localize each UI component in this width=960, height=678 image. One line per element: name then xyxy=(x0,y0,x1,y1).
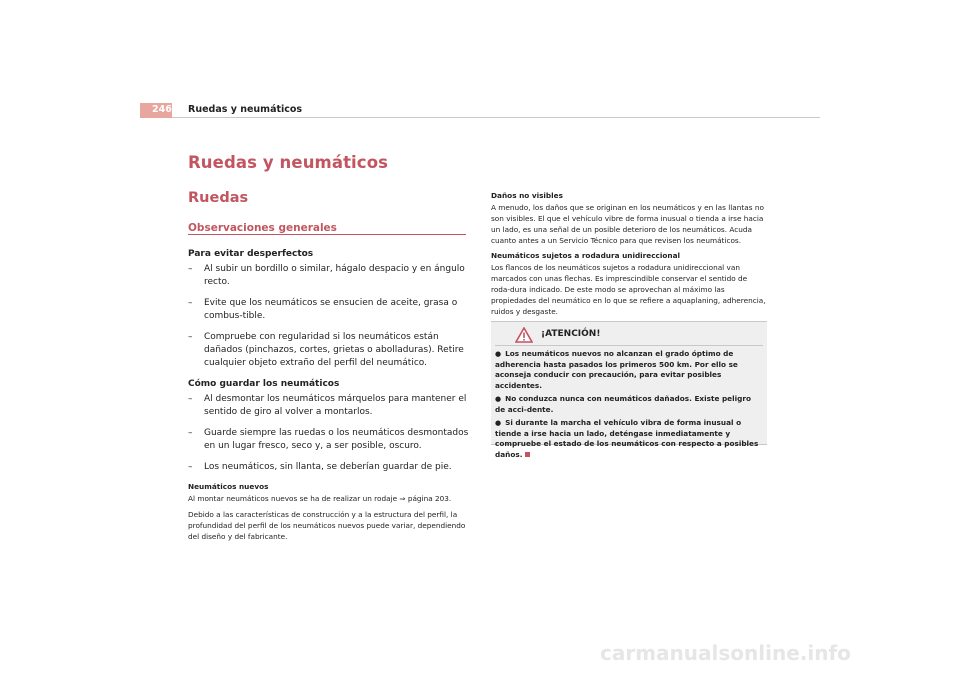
list-item: – Guarde siempre las ruedas o los neumáticos desmontados en un lugar fresco, seco y, a ser posible, oscuro. xyxy=(188,428,469,451)
left-column xyxy=(188,248,470,547)
list-item: – Evite que los neumáticos se ensucien de aceite, grasa o combus-tible. xyxy=(188,298,458,321)
subsection-title: Observaciones generales xyxy=(188,222,337,234)
storage-heading: Cómo guardar los neumáticos xyxy=(188,379,340,389)
hidden-damage-heading: Daños no visibles xyxy=(491,191,563,200)
warning-triangle-icon xyxy=(515,327,533,343)
warning-title: ¡ATENCIÓN! xyxy=(541,329,601,339)
storage-list xyxy=(188,393,470,474)
watermark: carmanualsonline.info xyxy=(600,641,851,665)
unidirectional-heading: Neumáticos sujetos a rodadura unidireccional xyxy=(491,251,681,260)
new-tyres-text-2: Debido a las características de construcción y a la estructura del perfil, la profundidad del perfil de los neumáticos nuevos puede variar, dependiendo del diseño y del fabricante. xyxy=(188,510,466,541)
warning-body xyxy=(495,349,763,463)
running-title: Ruedas y neumáticos xyxy=(188,104,303,115)
warning-box xyxy=(491,321,767,459)
warning-item: ● Si durante la marcha el vehículo vibra de forma inusual o tiende a irse hacia un lado, deténgase inmediatamente y compruebe el estado de los neumáticos con respecto a posibles daños. xyxy=(495,418,759,459)
warning-item: ● No conduzca nunca con neumáticos dañados. Existe peligro de acci-dente. xyxy=(495,394,751,414)
avoid-damage-heading: Para evitar desperfectos xyxy=(188,249,314,259)
list-item: – Al subir un bordillo o similar, hágalo despacio y en ángulo recto. xyxy=(188,264,465,287)
right-column xyxy=(491,191,767,322)
page-title: Ruedas y neumáticos xyxy=(188,153,389,172)
subsection-divider xyxy=(188,234,466,235)
header-divider xyxy=(172,117,820,118)
bullet-icon: ● xyxy=(495,395,502,403)
bullet-icon: ● xyxy=(495,419,502,427)
warning-divider xyxy=(495,345,763,346)
list-item: – Al desmontar los neumáticos márquelos para mantener el sentido de giro al volver a montarlos. xyxy=(188,394,467,417)
new-tyres-heading: Neumáticos nuevos xyxy=(188,482,269,491)
hidden-damage-text: A menudo, los daños que se originan en los neumáticos y en las llantas no son visibles. El que el vehículo vibre de forma inusual o tienda a irse hacia un lado, es una señal de un posible deterioro de los neumáticos. Acuda cuanto antes a un Servicio Técnico para que revisen los neumáticos. xyxy=(491,203,764,245)
avoid-damage-list xyxy=(188,263,470,370)
section-title: Ruedas xyxy=(188,190,249,206)
bullet-icon: ● xyxy=(495,350,502,358)
warning-item: ● Los neumáticos nuevos no alcanzan el grado óptimo de adherencia hasta pasados los primeros 500 km. Por ello se aconseja conducir con precaución, para evitar posibles accidentes. xyxy=(495,349,738,390)
new-tyres-text-1: Al montar neumáticos nuevos se ha de realizar un rodaje ⇒ página 203. xyxy=(188,494,452,503)
unidirectional-text: Los flancos de los neumáticos sujetos a rodadura unidireccional van marcados con unas flechas. Es imprescindible conservar el sentido de roda-dura indicado. De este modo se aprovechan al máximo las propiedades del neumático en lo que se refiere a aquaplaning, adherencia, ruidos y desgaste. xyxy=(491,263,766,316)
end-of-section-icon xyxy=(525,452,530,457)
list-item: – Compruebe con regularidad si los neumáticos están dañados (pinchazos, cortes, grietas o abolladuras). Retire cualquier objeto extraño del perfil del neumático. xyxy=(188,332,464,368)
list-item: – Los neumáticos, sin llanta, se deberían guardar de pie. xyxy=(188,462,452,472)
page-number: 246 xyxy=(152,104,172,115)
warning-header xyxy=(491,322,767,346)
